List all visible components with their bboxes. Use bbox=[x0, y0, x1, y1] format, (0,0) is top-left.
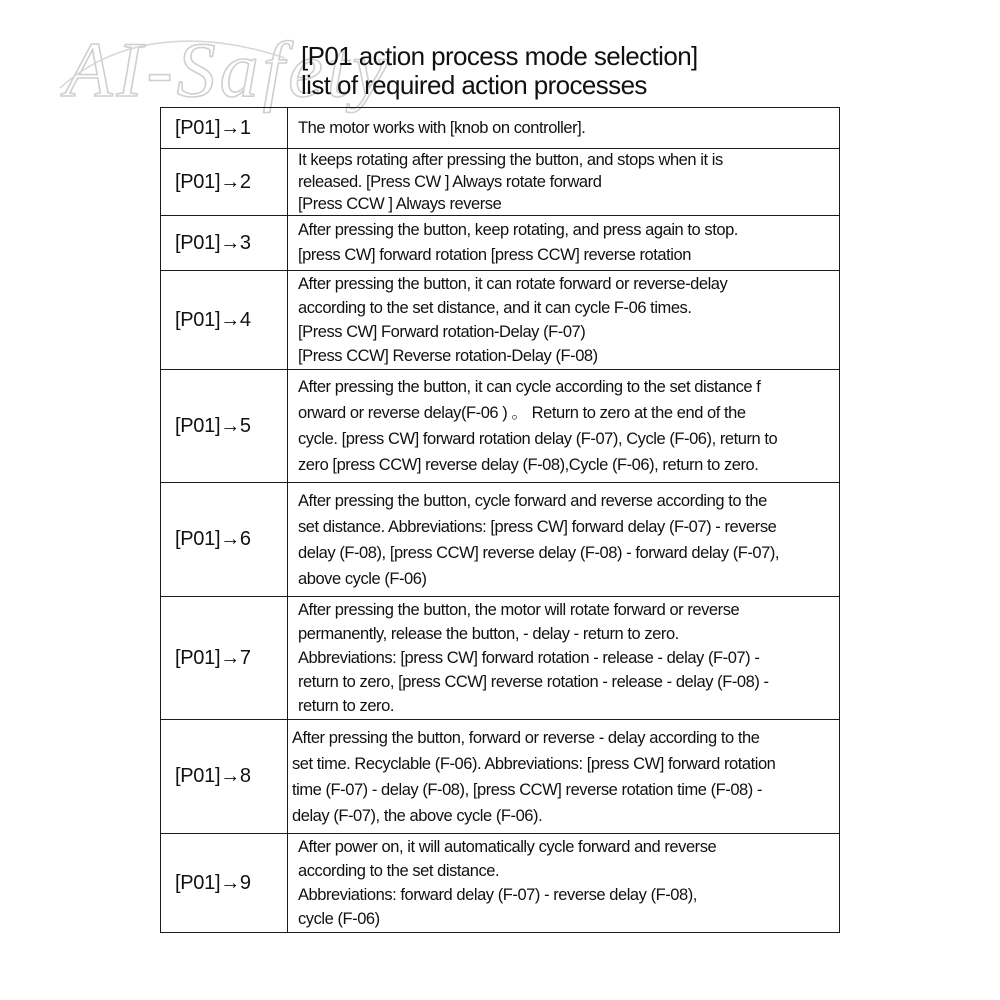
mode-description bbox=[288, 597, 840, 720]
description-line: After pressing the button, it can cycle according to the set distance f bbox=[298, 378, 761, 396]
description-line: according to the set distance, and it can cycle F-06 times. bbox=[298, 299, 692, 317]
mode-label: [P01]→1 bbox=[161, 108, 288, 149]
description-line: After pressing the button, keep rotating, and press again to stop. bbox=[298, 221, 738, 239]
description-line: return to zero. bbox=[298, 697, 394, 715]
mode-label: [P01]→9 bbox=[161, 834, 288, 933]
description-line: After pressing the button, cycle forward and reverse according to the bbox=[298, 491, 767, 510]
description-line: Abbreviations: [press CW] forward rotation - release - delay (F-07) - bbox=[298, 649, 760, 667]
description-line: released. [Press CW ] Always rotate forward bbox=[298, 173, 602, 191]
mode-description bbox=[288, 271, 840, 370]
mode-description bbox=[288, 216, 840, 271]
mode-description bbox=[288, 720, 840, 834]
description-line: time (F-07) - delay (F-08), [press CCW] reverse rotation time (F-08) - bbox=[292, 780, 763, 799]
mode-label: [P01]→5 bbox=[161, 370, 288, 483]
description-line: zero [press CCW] reverse delay (F-08),Cycle (F-06), return to zero. bbox=[298, 456, 759, 474]
description-line: cycle (F-06) bbox=[298, 910, 380, 928]
watermark-text: AI-Safety bbox=[65, 26, 392, 113]
description-line: cycle. [press CW] forward rotation delay (F-07), Cycle (F-06), return to bbox=[298, 430, 778, 448]
description-line: orward or reverse delay(F-06 ) 。 Return to zero at the end of the bbox=[298, 404, 746, 422]
description-line: according to the set distance. bbox=[298, 862, 500, 880]
description-line: delay (F-07), the above cycle (F-06). bbox=[292, 806, 543, 825]
table-row bbox=[161, 834, 840, 933]
mode-description bbox=[288, 834, 840, 933]
description-line: [Press CW] Forward rotation-Delay (F-07) bbox=[298, 323, 586, 341]
mode-description bbox=[288, 149, 840, 216]
description-line: permanently, release the button, - delay - return to zero. bbox=[298, 625, 679, 643]
description-line: above cycle (F-06) bbox=[298, 569, 427, 588]
description-line: After power on, it will automatically cycle forward and reverse bbox=[298, 838, 717, 856]
description-line: The motor works with [knob on controller]. bbox=[298, 118, 586, 137]
title-line-1: [P01 action process mode selection] bbox=[301, 41, 698, 71]
description-line: return to zero, [press CCW] reverse rotation - release - delay (F-08) - bbox=[298, 673, 769, 691]
description-line: delay (F-08), [press CCW] reverse delay (F-08) - forward delay (F-07), bbox=[298, 543, 780, 562]
mode-label: [P01]→2 bbox=[161, 149, 288, 216]
mode-label: [P01]→7 bbox=[161, 597, 288, 720]
description-line: After pressing the button, the motor will rotate forward or reverse bbox=[298, 601, 740, 619]
table-row bbox=[161, 483, 840, 597]
table-row bbox=[161, 271, 840, 370]
page-title bbox=[301, 42, 698, 100]
title-line-2: list of required action processes bbox=[301, 70, 647, 100]
description-line: set distance. Abbreviations: [press CW] forward delay (F-07) - reverse bbox=[298, 517, 777, 536]
table-row bbox=[161, 149, 840, 216]
table-row bbox=[161, 597, 840, 720]
description-line: After pressing the button, it can rotate forward or reverse-delay bbox=[298, 275, 728, 293]
mode-label: [P01]→4 bbox=[161, 271, 288, 370]
table-row bbox=[161, 216, 840, 271]
description-line: After pressing the button, forward or reverse - delay according to the bbox=[292, 728, 760, 747]
mode-label: [P01]→6 bbox=[161, 483, 288, 597]
mode-description bbox=[288, 108, 840, 149]
mode-table bbox=[160, 107, 840, 933]
table-row bbox=[161, 370, 840, 483]
mode-label: [P01]→3 bbox=[161, 216, 288, 271]
description-line: set time. Recyclable (F-06). Abbreviations: [press CW] forward rotation bbox=[292, 754, 776, 773]
mode-description bbox=[288, 370, 840, 483]
mode-label: [P01]→8 bbox=[161, 720, 288, 834]
description-line: [Press CCW ] Always reverse bbox=[298, 195, 502, 213]
description-line: [press CW] forward rotation [press CCW] reverse rotation bbox=[298, 246, 691, 264]
mode-description bbox=[288, 483, 840, 597]
table-row bbox=[161, 720, 840, 834]
description-line: [Press CCW] Reverse rotation-Delay (F-08) bbox=[298, 347, 598, 365]
description-line: It keeps rotating after pressing the button, and stops when it is bbox=[298, 151, 723, 169]
table-row bbox=[161, 108, 840, 149]
description-line: Abbreviations: forward delay (F-07) - reverse delay (F-08), bbox=[298, 886, 697, 904]
